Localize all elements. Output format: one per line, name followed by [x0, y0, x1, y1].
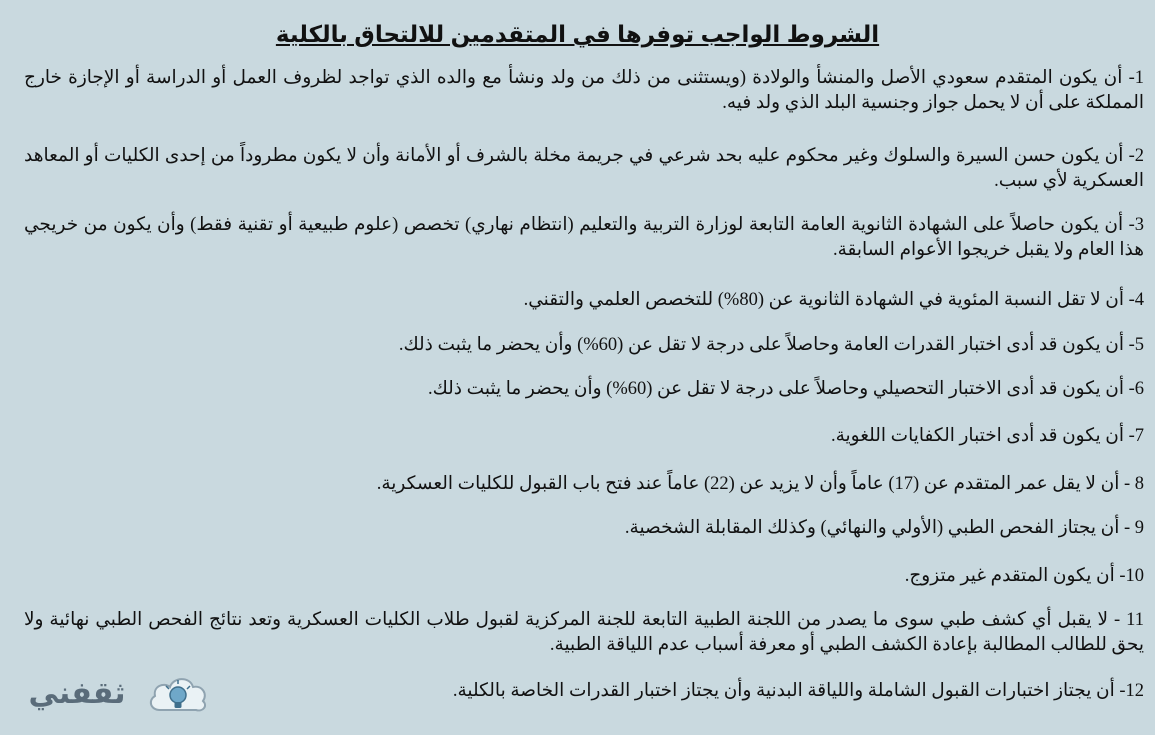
logo-text: ثقفني [28, 676, 126, 711]
lightbulb-cloud-icon [146, 672, 210, 718]
condition-item: 12- أن يجتاز اختبارات القبول الشاملة واللياقة البدنية وأن يجتاز اختبار القدرات الخاصة بالكلية. [452, 681, 1144, 701]
condition-item: 5- أن يكون قد أدى اختبار القدرات العامة وحاصلاً على درجة لا تقل عن (60%) وأن يحضر ما يثبت ذلك. [398, 335, 1144, 355]
condition-item: 8 - أن لا يقل عمر المتقدم عن (17) عاماً وأن لا يزيد عن (22) عاماً عند فتح باب القبول للكليات العسكرية. [376, 474, 1144, 494]
condition-item: 3- أن يكون حاصلاً على الشهادة الثانوية العامة التابعة لوزارة التربية والتعليم (انتظام نهاري) تخصص (علوم طبيعية أو تقنية فقط) وأن يكون من خريجي هذا العام ولا يقبل خريجوا الأعوام السابقة. [24, 215, 1144, 260]
condition-item: 11 - لا يقبل أي كشف طبي سوى ما يصدر من اللجنة الطبية التابعة للجنة المركزية لقبول طلاب الكليات العسكرية وتعد نتائج الفحص الطبي نهائية ولا يحق للطالب المطالبة بإعادة الكشف الطبي أو معرفة أسباب عدم اللياقة الطبية. [24, 610, 1144, 655]
site-logo [12, 670, 212, 720]
condition-item: 1- أن يكون المتقدم سعودي الأصل والمنشأ والولادة (ويستثنى من ذلك من ولد ونشأ مع والده الذي تواجد لظروف العمل أو الدراسة أو الإجازة خارج المملكة على أن لا يحمل جواز وجنسية البلد الذي ولد فيه. [24, 68, 1144, 113]
condition-item: 9 - أن يجتاز الفحص الطبي (الأولي والنهائي) وكذلك المقابلة الشخصية. [624, 518, 1144, 538]
page-title: الشروط الواجب توفرها في المتقدمين للالتحاق بالكلية [275, 21, 880, 47]
condition-item: 4- أن لا تقل النسبة المئوية في الشهادة الثانوية عن (80%) للتخصص العلمي والتقني. [523, 290, 1144, 310]
condition-item: 2- أن يكون حسن السيرة والسلوك وغير محكوم عليه بحد شرعي في جريمة مخلة بالشرف أو الأمانة وأن لا يكون مطروداً من إحدى الكليات أو المعاهد العسكرية لأي سبب. [24, 146, 1144, 191]
condition-item: 10- أن يكون المتقدم غير متزوج. [904, 566, 1144, 586]
condition-item: 6- أن يكون قد أدى الاختبار التحصيلي وحاصلاً على درجة لا تقل عن (60%) وأن يحضر ما يثبت ذلك. [427, 379, 1144, 399]
condition-item: 7- أن يكون قد أدى اختبار الكفايات اللغوية. [830, 426, 1144, 446]
